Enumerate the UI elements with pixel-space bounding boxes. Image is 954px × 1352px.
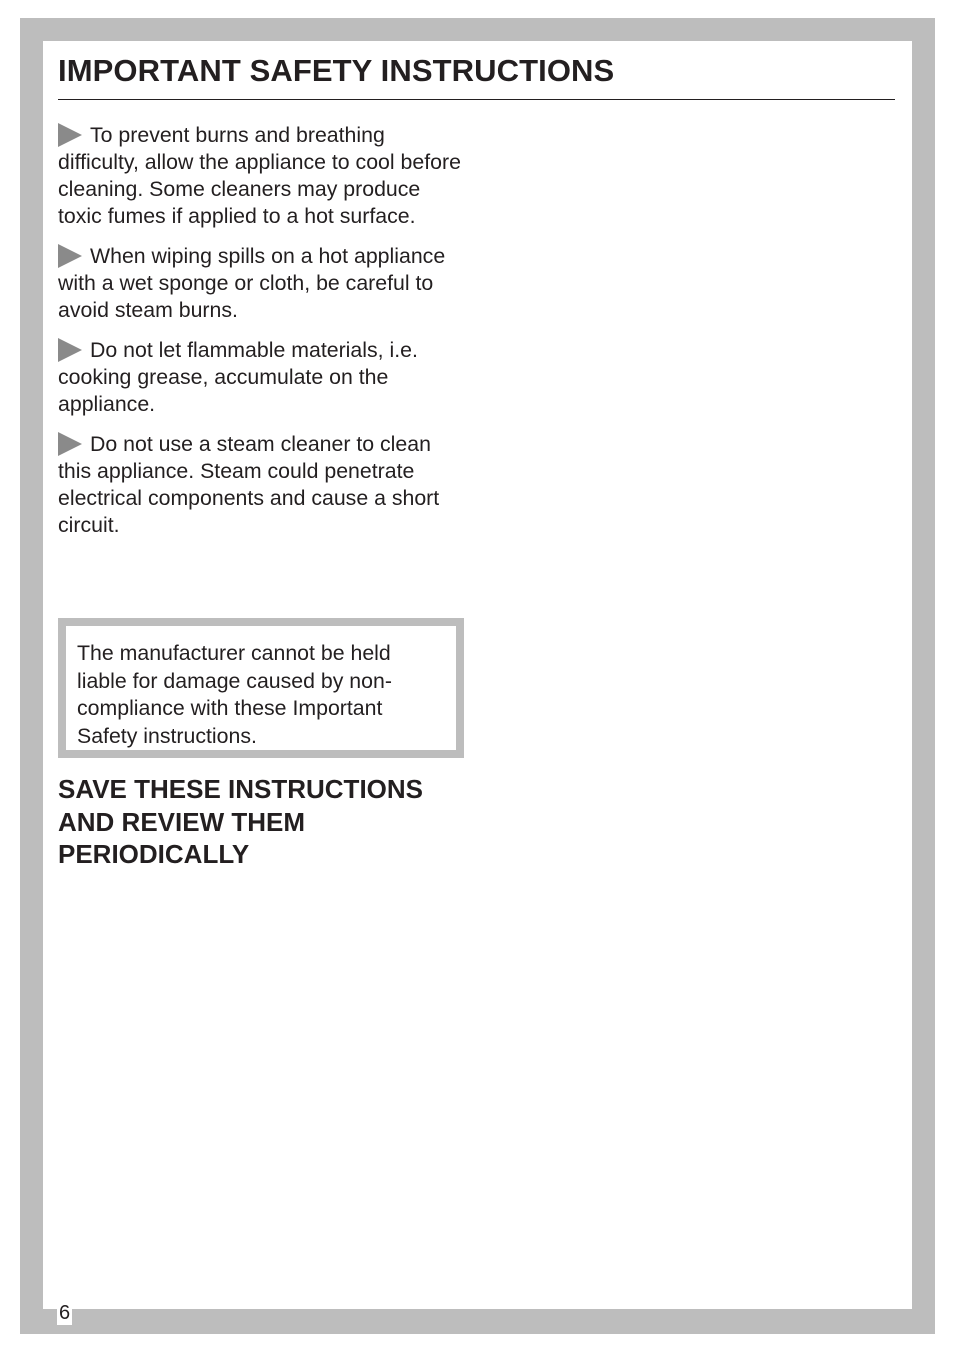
instruction-item — [58, 337, 468, 418]
instruction-item — [58, 243, 468, 324]
triangle-bullet-icon — [58, 123, 82, 147]
instructions-list — [58, 122, 468, 552]
instruction-item — [58, 431, 468, 539]
page-number: 6 — [59, 1302, 71, 1324]
triangle-bullet-icon — [58, 338, 82, 362]
title-divider — [58, 99, 895, 100]
triangle-bullet-icon — [58, 432, 82, 456]
page-title: IMPORTANT SAFETY INSTRUCTIONS — [58, 53, 615, 88]
instruction-text: Do not let flammable materials, i.e. cooking grease, accumulate on the appliance. — [58, 338, 418, 416]
instruction-text: To prevent burns and breathing difficulty, allow the appliance to cool before cleaning. Some cleaners may produce toxic fumes if applied to a hot surface. — [58, 123, 461, 228]
save-instructions-heading: SAVE THESE INSTRUCTIONS AND REVIEW THEM PERIODICALLY — [58, 774, 424, 869]
instruction-text: When wiping spills on a hot appliance with a wet sponge or cloth, be careful to avoid steam burns. — [58, 244, 446, 322]
instruction-text: Do not use a steam cleaner to clean this appliance. Steam could penetrate electrical components and cause a short circuit. — [58, 432, 440, 537]
triangle-bullet-icon — [58, 244, 82, 268]
instruction-item — [58, 122, 468, 230]
liability-notice-box — [58, 618, 464, 758]
liability-notice-text: The manufacturer cannot be held liable for damage caused by non-compliance with these Important Safety instructions. — [77, 641, 392, 748]
